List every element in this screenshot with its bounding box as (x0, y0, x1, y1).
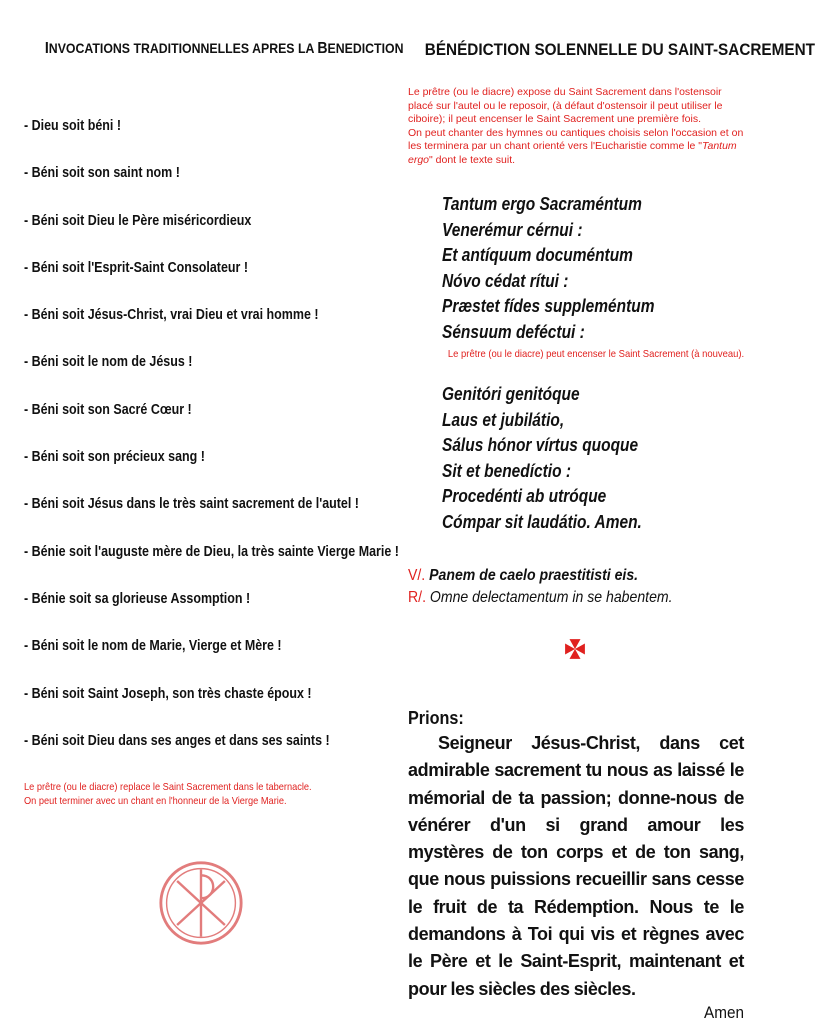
hymn-line: Sénsuum deféctui : (442, 321, 585, 342)
hymn-stanza-1 (442, 192, 654, 345)
hymn-line: Venerémur cérnui : (442, 219, 583, 240)
rubric-paragraph: Le prêtre (ou le diacre) expose du Saint Sacrement dans l'ostensoir placé sur l'autel ou le reposoir, (à défaut d'ostensoir il peut utiliser le ciboire); il peut encenser le Saint Sacrement une première fois. (408, 86, 723, 125)
chi-rho-icon (158, 860, 244, 946)
amen: Amen (704, 1002, 744, 1022)
closing-prayer (408, 706, 744, 1023)
invocation-item: - Béni soit l'Esprit-Saint Consolateur ! (24, 259, 248, 276)
versicle-text: Panem de caelo praestitisti eis. (429, 567, 639, 584)
response (408, 587, 673, 609)
invocations-list (24, 116, 399, 778)
hymn-line: Sálus hónor vírtus quoque (442, 435, 639, 455)
rubric-line: On peut terminer avec un chant en l'honneur de la Vierge Marie. (24, 795, 287, 807)
versicle (408, 565, 673, 587)
rubric-paragraph: On peut chanter des hymnes ou cantiques choisis selon l'occasion et on les terminera par un chant orienté vers l'Eucharistie comme le "Tantum ergo" dont le texte suit. (408, 126, 744, 166)
benediction-title: BÉNÉDICTION SOLENNELLE DU SAINT-SACREMENT (424, 40, 815, 59)
hymn-line: Sit et benedíctio : (442, 460, 572, 481)
invocation-item: - Béni soit son Sacré Cœur ! (24, 401, 192, 418)
invocation-item: - Béni soit son saint nom ! (24, 165, 180, 182)
invocations-title: INVOCATIONS TRADITIONNELLES APRES LA BENEDICTION (44, 40, 404, 57)
hymn-line: Præstet fídes suppleméntum (442, 296, 655, 316)
invocation-item: - Béni soit Dieu dans ses anges et dans ses saints ! (24, 732, 330, 749)
hymn-line: Et antíquum documéntum (442, 245, 633, 265)
hymn-line: Nóvo cédat rítui : (442, 270, 569, 291)
incense-rubric: Le prêtre (ou le diacre) peut encenser le Saint Sacrement (à nouveau). (447, 348, 744, 360)
response-label: R/. (408, 589, 426, 606)
opening-rubric (408, 86, 744, 167)
invocation-item: - Béni soit le nom de Jésus ! (24, 354, 193, 371)
prayer-title: Prions: (408, 708, 464, 728)
invocation-item: - Béni soit Jésus-Christ, vrai Dieu et vrai homme ! (24, 307, 319, 324)
invocation-item: - Béni soit Dieu le Père miséricordieux (24, 212, 252, 229)
invocation-item: - Bénie soit l'auguste mère de Dieu, la très sainte Vierge Marie ! (24, 543, 399, 560)
invocation-item: - Béni soit Saint Joseph, son très chaste époux ! (24, 685, 312, 702)
invocation-item: - Dieu soit béni ! (24, 118, 121, 134)
invocation-item: - Béni soit son précieux sang ! (24, 449, 205, 466)
prayer-body: Seigneur Jésus-Christ, dans cet admirable sacrement tu nous as laissé le mémorial de ta passion; donne-nous de vénérer d'un si grand amour les mystères de ton corps et de ton sang, que nous puissions recueillir sans cesse le fruit de ta Rédemption. Nous te le demandons à Toi qui vis et règnes avec le Père et le Saint-Esprit, maintenant et pour les siècles des siècles. (408, 733, 744, 999)
hymn-line: Cómpar sit laudátio. Amen. (442, 511, 642, 532)
versicle-label: V/. (408, 567, 426, 584)
hymn-line: Laus et jubilátio, (442, 409, 565, 430)
hymn-line: Genitóri genitóque (442, 384, 580, 404)
rubric-line: Le prêtre (ou le diacre) replace le Saint Sacrement dans le tabernacle. (24, 781, 312, 793)
hymn-line: Tantum ergo Sacraméntum (442, 194, 642, 214)
left-rubric-note (24, 780, 312, 808)
invocation-item: - Bénie soit sa glorieuse Assomption ! (24, 590, 251, 607)
invocation-item: - Béni soit le nom de Marie, Vierge et Mère ! (24, 638, 282, 655)
left-column (24, 40, 404, 807)
hymn-line: Procedénti ab utróque (442, 486, 607, 506)
invocation-item: - Béni soit Jésus dans le très saint sacrement de l'autel ! (24, 496, 359, 513)
versicle-response (408, 565, 673, 609)
response-text: Omne delectamentum in se habentem. (429, 589, 673, 606)
maltese-cross-icon (564, 638, 586, 660)
hymn-stanza-2 (442, 382, 642, 535)
right-column (408, 40, 815, 1022)
